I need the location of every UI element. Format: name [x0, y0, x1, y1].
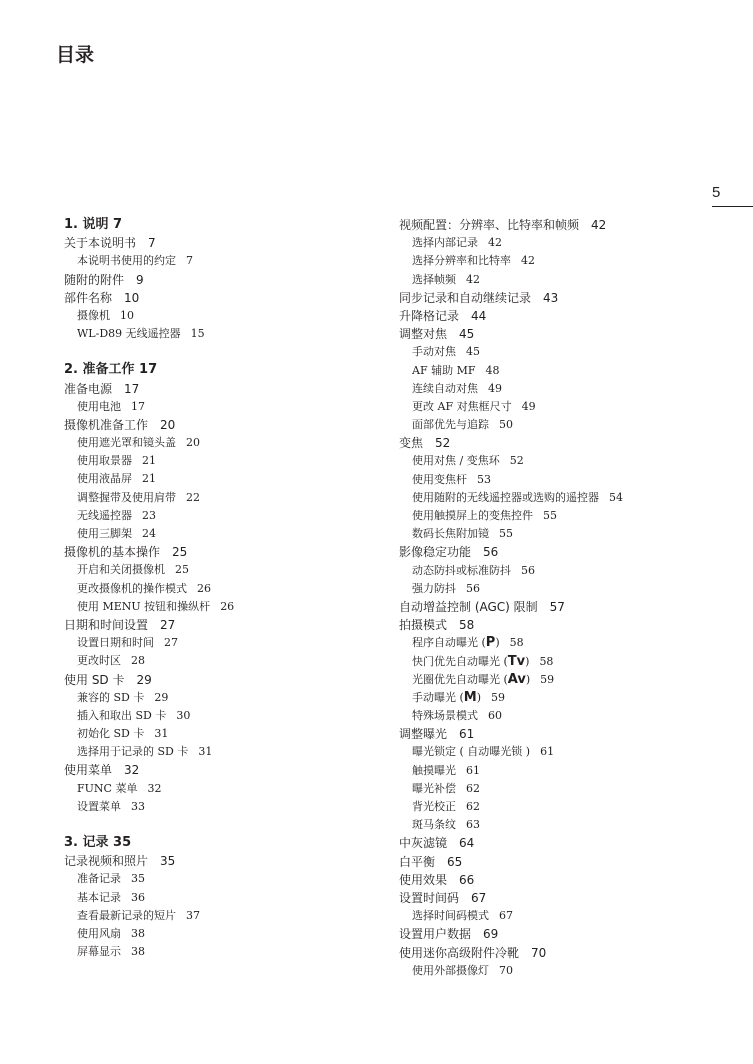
entry-page: 45: [466, 345, 480, 359]
entry-page: 55: [543, 509, 557, 522]
entry-page: 35: [131, 872, 145, 886]
entry-label: 更改摄像机的操作模式: [77, 581, 187, 595]
toc-section[interactable]: [399, 216, 739, 234]
entry-label: 使用三脚架: [77, 527, 132, 540]
entry-page: 21: [142, 454, 156, 468]
entry-label: 摄像机的基本操作: [64, 545, 161, 560]
entry-page: 32: [124, 763, 140, 778]
toc-section[interactable]: [399, 289, 739, 307]
entry-label: 手动对焦: [412, 345, 456, 359]
entry-page: 25: [172, 545, 188, 560]
entry-label: 选择时间码模式: [412, 909, 489, 923]
entry-page: 49: [488, 381, 502, 395]
entry-page: 59: [540, 672, 555, 686]
entry-label-close: ): [525, 654, 530, 668]
toc-subsection[interactable]: [64, 943, 384, 961]
toc-section[interactable]: [64, 289, 384, 307]
toc-subsection[interactable]: [64, 525, 384, 543]
entry-label: 开启和关闭摄像机: [77, 563, 165, 577]
entry-label: 曝光补偿: [412, 781, 456, 795]
mode-icon-av: Av: [507, 671, 526, 687]
entry-label: 中灰滤镜: [399, 836, 448, 851]
entry-page: 43: [543, 290, 559, 305]
toc-section[interactable]: [399, 598, 739, 616]
toc-subsection[interactable]: [399, 525, 739, 543]
toc-subsection[interactable]: [64, 598, 384, 616]
entry-label: 使用变焦杆: [412, 472, 467, 486]
entry-page: 23: [142, 508, 156, 522]
entry-label: 使用外部摄像灯: [412, 963, 489, 977]
entry-page: 66: [459, 872, 475, 887]
entry-label: 同步记录和自动继续记录: [399, 290, 532, 305]
toc-subsection[interactable]: [64, 780, 384, 798]
mode-icon-p: P: [485, 635, 496, 651]
toc-subsection[interactable]: [399, 798, 739, 816]
chapter-gap: [64, 816, 384, 834]
chapter-title: 2. 准备工作 17: [64, 362, 158, 378]
entry-label: 准备电源: [64, 381, 113, 396]
entry-label: 调整对焦: [399, 327, 448, 342]
entry-page: 45: [459, 327, 475, 342]
toc-subsection[interactable]: [399, 471, 739, 489]
entry-label: WL-D89 无线遥控器: [77, 327, 181, 341]
entry-page: 42: [591, 218, 607, 232]
entry-page: 56: [483, 545, 499, 560]
toc-section[interactable]: [399, 725, 739, 743]
toc-section[interactable]: [64, 616, 384, 634]
entry-label: 调整曝光: [399, 727, 448, 742]
entry-page: 52: [435, 436, 451, 451]
entry-label: 使用对焦 / 变焦环: [412, 454, 500, 468]
entry-page: 29: [154, 690, 169, 704]
entry-page: 15: [190, 327, 205, 341]
toc-subsection[interactable]: [399, 343, 739, 361]
toc-section[interactable]: [399, 307, 739, 325]
toc-subsection[interactable]: [64, 307, 384, 325]
toc-subsection[interactable]: [64, 434, 384, 452]
entry-label: 设置用户数据: [399, 927, 472, 942]
entry-label: 兼容的 SD 卡: [77, 690, 145, 704]
entry-label: 白平衡: [399, 854, 436, 869]
toc-subsection[interactable]: [399, 234, 739, 252]
entry-page: 53: [477, 472, 491, 486]
toc-section[interactable]: [399, 871, 739, 889]
toc-section[interactable]: [399, 944, 739, 962]
entry-page: 38: [131, 945, 145, 959]
entry-page: 59: [491, 690, 506, 704]
toc-subsection[interactable]: [399, 907, 739, 925]
toc-section[interactable]: [64, 380, 384, 398]
toc-subsection[interactable]: [64, 325, 384, 343]
entry-label: 使用触摸屏上的变焦控件: [412, 509, 533, 522]
entry-label: 使用风扇: [77, 926, 121, 940]
entry-label: 选择用于记录的 SD 卡: [77, 745, 189, 759]
toc-subsection[interactable]: [64, 870, 384, 888]
entry-page: 58: [539, 654, 554, 668]
entry-page: 67: [499, 909, 513, 923]
entry-page: 58: [509, 636, 524, 650]
entry-label: 摄像机: [77, 308, 110, 322]
toc-section[interactable]: [64, 671, 384, 689]
toc-subsection[interactable]: [399, 707, 739, 725]
entry-label: 程序自动曝光 (: [412, 636, 486, 650]
page-title: 目录: [56, 44, 95, 66]
entry-label: 数码长焦附加镜: [412, 527, 489, 541]
toc-section[interactable]: [64, 852, 384, 870]
entry-page: 35: [160, 854, 176, 869]
entry-label: 设置时间码: [399, 890, 460, 905]
toc-subsection[interactable]: [64, 561, 384, 579]
entry-label: 斑马条纹: [412, 818, 456, 832]
toc-section[interactable]: [64, 416, 384, 434]
entry-page: 52: [509, 454, 524, 468]
toc-subsection[interactable]: [399, 362, 739, 380]
entry-label: 使用液晶屏: [77, 472, 132, 486]
toc-section[interactable]: [399, 889, 739, 907]
entry-page: 64: [459, 836, 475, 851]
toc-section[interactable]: [64, 543, 384, 561]
entry-label: 日期和时间设置: [64, 617, 149, 632]
entry-label: 设置日期和时间: [77, 636, 154, 650]
entry-label: 手动曝光 (: [412, 690, 464, 704]
entry-page: 60: [488, 709, 502, 723]
entry-label-close: ): [476, 690, 482, 704]
entry-page: 42: [488, 236, 502, 250]
entry-page: 56: [466, 581, 480, 595]
toc-subsection[interactable]: [64, 907, 384, 925]
entry-page: 17: [131, 399, 145, 413]
entry-page: 28: [131, 654, 145, 668]
entry-page: 54: [609, 490, 623, 504]
entry-page: 61: [466, 763, 480, 777]
entry-page: 31: [198, 745, 213, 759]
entry-page: 62: [466, 781, 480, 795]
entry-page: 70: [531, 945, 547, 960]
toc-subsection[interactable]: [399, 252, 739, 270]
entry-page: 10: [120, 308, 134, 322]
entry-label: 视频配置：分辨率、比特率和帧频: [399, 218, 580, 232]
entry-page: 69: [483, 927, 499, 942]
entry-page: 55: [499, 527, 513, 541]
entry-page: 31: [154, 727, 169, 741]
toc-subsection[interactable]: [399, 416, 739, 434]
toc-subsection[interactable]: [399, 271, 739, 289]
toc-subsection[interactable]: [399, 489, 739, 507]
entry-label: FUNC 菜单: [77, 781, 138, 795]
entry-label: 使用 SD 卡: [64, 672, 125, 687]
entry-label: 基本记录: [77, 890, 121, 904]
entry-label: 变焦: [399, 436, 424, 451]
toc-subsection[interactable]: [64, 489, 384, 507]
entry-label: 特殊场景模式: [412, 709, 478, 723]
toc-section[interactable]: [399, 543, 739, 561]
entry-page: 58: [459, 618, 475, 633]
toc-subsection[interactable]: [64, 743, 384, 761]
entry-label: 无线遥控器: [77, 508, 132, 522]
toc-subsection[interactable]: [399, 398, 739, 416]
entry-label-close: ): [495, 636, 500, 650]
entry-page: 33: [131, 799, 145, 813]
entry-label: 查看最新记录的短片: [77, 908, 176, 922]
toc-left-column: [64, 216, 384, 961]
entry-page: 42: [521, 254, 535, 268]
entry-label: 使用菜单: [64, 763, 113, 778]
entry-page: 22: [186, 490, 200, 504]
chapter-title: 1. 说明 7: [64, 217, 123, 232]
entry-page: 20: [186, 436, 200, 450]
toc-subsection[interactable]: [64, 689, 384, 707]
entry-label: 快门优先自动曝光 (: [412, 654, 508, 668]
entry-page: 10: [124, 290, 140, 305]
page-number-rule: [712, 206, 753, 207]
entry-page: 70: [499, 963, 513, 977]
toc-subsection[interactable]: [399, 507, 739, 525]
toc-subsection[interactable]: [64, 507, 384, 525]
toc-section[interactable]: [399, 853, 739, 871]
entry-label: 屏幕显示: [77, 945, 121, 959]
toc-right-column: [399, 216, 739, 980]
entry-page: 37: [186, 908, 200, 922]
toc-subsection[interactable]: [399, 653, 739, 671]
toc-section[interactable]: [64, 271, 384, 289]
toc-subsection[interactable]: [64, 398, 384, 416]
entry-label: 使用随附的无线遥控器或选购的遥控器: [412, 490, 599, 504]
entry-label: 动态防抖或标准防抖: [412, 563, 511, 577]
entry-label: 本说明书使用的约定: [77, 254, 176, 268]
mode-icon-tv: Tv: [507, 653, 526, 669]
entry-page: 9: [136, 272, 144, 287]
entry-label: 升降格记录: [399, 308, 460, 323]
entry-page: 30: [176, 708, 191, 722]
toc-subsection[interactable]: [399, 580, 739, 598]
page-number: 5: [712, 184, 721, 201]
entry-page: 67: [471, 890, 487, 905]
entry-page: 38: [131, 926, 145, 940]
entry-label: 摄像机准备工作: [64, 417, 149, 432]
entry-label: 准备记录: [77, 872, 121, 886]
entry-page: 36: [131, 890, 145, 904]
toc-section[interactable]: [399, 616, 739, 634]
toc-subsection[interactable]: [64, 452, 384, 470]
toc-subsection[interactable]: [399, 380, 739, 398]
toc-subsection[interactable]: [399, 452, 739, 470]
entry-page: 61: [540, 745, 555, 759]
entry-label: 使用遮光罩和镜头盖: [77, 436, 176, 450]
entry-label: 选择帧频: [412, 272, 456, 286]
entry-label: 触摸曝光: [412, 763, 456, 777]
toc-section[interactable]: [64, 234, 384, 252]
entry-page: 24: [142, 527, 156, 540]
entry-page: 65: [447, 854, 463, 869]
entry-page: 49: [521, 399, 536, 413]
entry-label: 使用取景器: [77, 454, 132, 468]
toc-subsection[interactable]: [64, 580, 384, 598]
entry-label: 连续自动对焦: [412, 381, 478, 395]
toc-subsection[interactable]: [64, 252, 384, 270]
entry-label: 拍摄模式: [399, 618, 448, 633]
entry-page: 44: [471, 308, 487, 323]
toc-section[interactable]: [64, 761, 384, 779]
toc-subsection[interactable]: [399, 962, 739, 980]
toc-subsection[interactable]: [64, 889, 384, 907]
entry-page: 48: [485, 363, 500, 377]
toc-subsection[interactable]: [64, 470, 384, 488]
entry-page: 63: [466, 818, 480, 832]
entry-page: 56: [521, 563, 535, 577]
toc-section[interactable]: [399, 325, 739, 343]
entry-page: 50: [499, 418, 513, 432]
entry-label: 选择分辨率和比特率: [412, 254, 511, 268]
entry-page: 26: [197, 581, 211, 595]
toc-subsection[interactable]: [64, 925, 384, 943]
entry-page: 57: [549, 599, 565, 614]
entry-page: 7: [148, 236, 156, 251]
entry-page: 62: [466, 800, 480, 813]
toc-subsection[interactable]: [399, 689, 739, 707]
entry-label: 使用电池: [77, 399, 121, 413]
entry-page: 61: [459, 727, 475, 742]
mode-icon-m: M: [463, 689, 477, 705]
toc-subsection[interactable]: [399, 562, 739, 580]
entry-page: 42: [466, 272, 480, 286]
toc-section[interactable]: [399, 434, 739, 452]
entry-page: 27: [160, 617, 176, 632]
entry-page: 26: [220, 599, 235, 613]
entry-page: 32: [147, 781, 162, 795]
chapter-title: 3. 记录 35: [64, 835, 132, 850]
entry-label: 使用迷你高级附件冷靴: [399, 945, 520, 960]
entry-label: 插入和取出 SD 卡: [77, 708, 167, 722]
toc-subsection[interactable]: [399, 816, 739, 834]
toc-section[interactable]: [399, 925, 739, 943]
entry-label: 初始化 SD 卡: [77, 727, 145, 741]
chapter-gap: [64, 343, 384, 361]
entry-label: 曝光锁定 ( 自动曝光锁 ): [412, 745, 531, 759]
toc-subsection[interactable]: [399, 634, 739, 652]
entry-label: 选择内部记录: [412, 236, 478, 250]
entry-label: 光圈优先自动曝光 (: [412, 672, 508, 686]
entry-page: 20: [160, 417, 176, 432]
toc-subsection[interactable]: [399, 780, 739, 798]
toc-subsection[interactable]: [399, 762, 739, 780]
entry-page: 17: [124, 381, 140, 396]
toc-subsection[interactable]: [64, 652, 384, 670]
entry-label: 背光校正: [412, 800, 456, 813]
entry-label: 更改时区: [77, 654, 121, 668]
entry-label: 面部优先与追踪: [412, 418, 489, 432]
entry-label: 影像稳定功能: [399, 545, 472, 560]
entry-label: 更改 AF 对焦框尺寸: [412, 399, 512, 413]
toc-subsection[interactable]: [64, 634, 384, 652]
entry-page: 21: [142, 472, 156, 486]
entry-label: AF 辅助 MF: [412, 363, 476, 377]
entry-label: 调整握带及使用肩带: [77, 490, 176, 504]
entry-label: 随附的附件: [64, 272, 125, 287]
entry-label: 使用效果: [399, 872, 448, 887]
toc-section[interactable]: [399, 834, 739, 852]
entry-page: 27: [164, 636, 178, 650]
entry-label: 部件名称: [64, 290, 113, 305]
entry-label: 自动增益控制 (AGC) 限制: [399, 599, 538, 614]
toc-subsection[interactable]: [64, 707, 384, 725]
entry-page: 29: [136, 672, 152, 687]
entry-page: 25: [175, 563, 189, 577]
toc-subsection[interactable]: [64, 798, 384, 816]
toc-subsection[interactable]: [64, 725, 384, 743]
entry-label: 强力防抖: [412, 581, 456, 595]
entry-label: 设置菜单: [77, 799, 121, 813]
entry-label-close: ): [525, 672, 531, 686]
toc-subsection[interactable]: [399, 743, 739, 761]
entry-label: 关于本说明书: [64, 236, 137, 251]
entry-page: 7: [186, 254, 193, 268]
toc-subsection[interactable]: [399, 671, 739, 689]
entry-label: 记录视频和照片: [64, 854, 149, 869]
entry-label: 使用 MENU 按钮和操纵杆: [77, 599, 211, 613]
